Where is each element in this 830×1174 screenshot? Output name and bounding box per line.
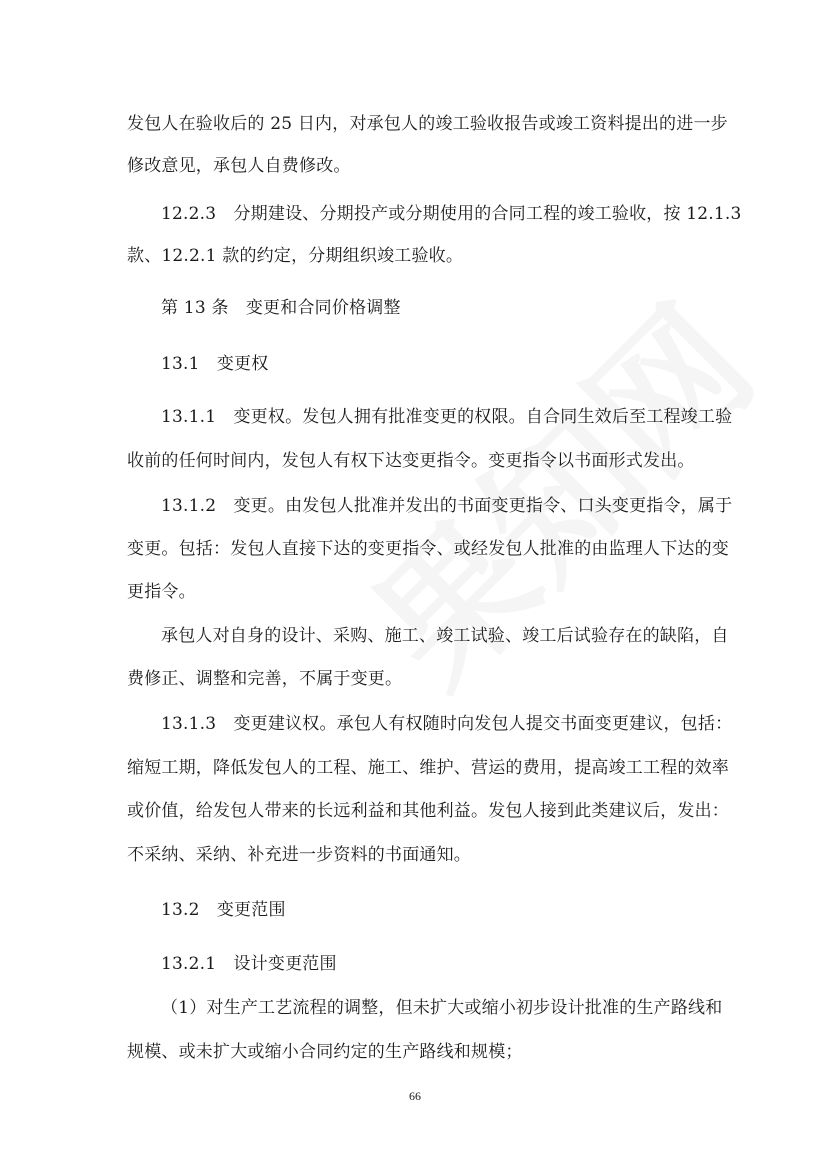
text-line: 变更。包括：发包人直接下达的变更指令、或经发包人批准的由监理人下达的变 [127, 539, 729, 559]
section-heading: 13.1 变更权 [161, 354, 269, 374]
text-line: 修改意见，承包人自费修改。 [127, 156, 351, 176]
text-line: 或价值，给发包人带来的长远利益和其他利益。发包人接到此类建议后，发出： [127, 801, 729, 821]
text-line: 13.1.1 变更权。发包人拥有批准变更的权限。自合同生效后至工程竣工验 [161, 407, 733, 427]
text-line: 更指令。 [127, 582, 196, 602]
text-line: 收前的任何时间内，发包人有权下达变更指令。变更指令以书面形式发出。 [127, 451, 695, 471]
section-heading: 第 13 条 变更和合同价格调整 [161, 298, 401, 318]
text-line: 承包人对自身的设计、采购、施工、竣工试验、竣工后试验存在的缺陷，自 [161, 626, 729, 646]
page-number: 66 [409, 1089, 421, 1103]
section-heading: 13.2.1 设计变更范围 [161, 954, 337, 974]
watermark [320, 253, 791, 724]
text-line: 13.1.2 变更。由发包人批准并发出的书面变更指令、口头变更指令，属于 [161, 496, 733, 516]
text-line: 12.2.3 分期建设、分期投产或分期使用的合同工程的竣工验收，按 12.1.3 [161, 204, 742, 224]
text-line: 13.1.3 变更建议权。承包人有权随时向发包人提交书面变更建议，包括： [161, 714, 733, 734]
text-line: 费修正、调整和完善，不属于变更。 [127, 669, 403, 689]
section-heading: 13.2 变更范围 [161, 900, 286, 920]
text-line: 发包人在验收后的 25 日内，对承包人的竣工验收报告或竣工资料提出的进一步 [127, 114, 728, 134]
text-line: 款、12.2.1 款的约定，分期组织竣工验收。 [127, 246, 464, 266]
text-line: 缩短工期，降低发包人的工程、施工、维护、营运的费用，提高竣工工程的效率 [127, 758, 729, 778]
text-line: 不采纳、采纳、补充进一步资料的书面通知。 [127, 845, 471, 865]
text-line: （1）对生产工艺流程的调整，但未扩大或缩小初步设计批准的生产路线和 [161, 998, 723, 1018]
text-line: 规模、或未扩大或缩小合同约定的生产路线和规模； [127, 1042, 523, 1062]
